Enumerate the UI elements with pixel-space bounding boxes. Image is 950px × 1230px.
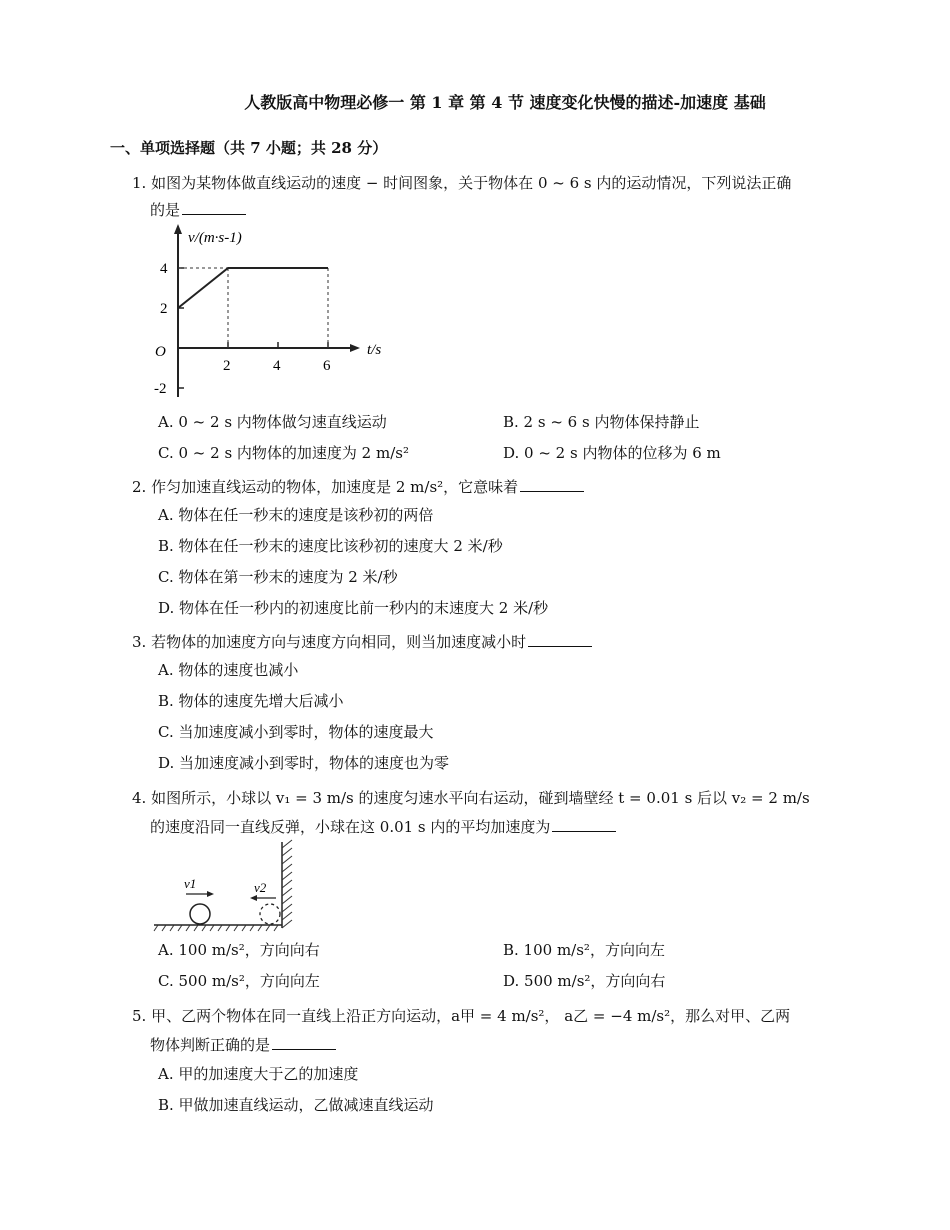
q4-stem-line2	[150, 816, 616, 837]
q2-stem-text: 2. 作匀加速直线运动的物体，加速度是 2 m/s²，它意味着	[132, 478, 519, 496]
q1-option-b[interactable]: B. 2 s ~ 6 s 内物体保持静止	[503, 413, 700, 431]
document-title: 人教版高中物理必修一 第 1 章 第 4 节 速度变化快慢的描述-加速度 基础	[244, 93, 766, 112]
q1-option-c[interactable]: C. 0 ~ 2 s 内物体的加速度为 2 m/s²	[158, 444, 409, 462]
answer-blank	[182, 200, 246, 215]
q1-stem-line2	[150, 199, 246, 220]
v2-label: v2	[254, 880, 267, 895]
v1-label: v1	[184, 876, 197, 891]
q5-stem-line1: 5. 甲、乙两个物体在同一直线上沿正方向运动，a甲 = 4 m/s²， a乙 = −4 m/s²，那么对甲、乙两	[132, 1007, 791, 1025]
q1-stem-line2-text: 的是	[150, 201, 181, 219]
q4-option-d[interactable]: D. 500 m/s²，方向向右	[503, 972, 666, 990]
q2-option-d[interactable]: D. 物体在任一秒内的初速度比前一秒内的末速度大 2 米/秒	[158, 599, 549, 617]
vt-graph-x-arrow	[350, 344, 360, 352]
vt-graph-x-label: t/s	[367, 342, 382, 358]
q2-option-b[interactable]: B. 物体在任一秒末的速度比该秒初的速度大 2 米/秒	[158, 537, 503, 555]
answer-blank	[552, 817, 616, 832]
q3-option-a[interactable]: A. 物体的速度也减小	[158, 661, 299, 679]
q4-stem-line1: 4. 如图所示，小球以 v₁ = 3 m/s 的速度匀速水平向右运动，碰到墙壁经 t = 0.01 s 后以 v₂ = 2 m/s	[132, 789, 810, 807]
q1-option-d[interactable]: D. 0 ~ 2 s 内物体的位移为 6 m	[503, 444, 721, 462]
q2-option-c[interactable]: C. 物体在第一秒末的速度为 2 米/秒	[158, 568, 398, 586]
ground-hatching	[154, 925, 278, 931]
q4-stem-line2-text: 的速度沿同一直线反弹，小球在这 0.01 s 内的平均加速度为	[150, 818, 551, 836]
q4-option-a[interactable]: A. 100 m/s²，方向向右	[158, 941, 320, 959]
q5-option-a[interactable]: A. 甲的加速度大于乙的加速度	[158, 1065, 359, 1083]
ball-wall-figure	[150, 838, 310, 938]
y-tick-label-2: 2	[160, 301, 168, 317]
ball-solid	[190, 904, 210, 924]
q3-stem	[132, 631, 592, 652]
ball-dashed	[260, 904, 280, 924]
y-tick-label-neg2: -2	[154, 381, 167, 397]
section-heading: 一、单项选择题（共 7 小题；共 28 分）	[110, 139, 388, 157]
x-tick-label-2: 2	[223, 358, 231, 374]
y-tick-label-4: 4	[160, 261, 168, 277]
v2-arrow-head	[250, 895, 257, 901]
q1-option-a[interactable]: A. 0 ~ 2 s 内物体做匀速直线运动	[158, 413, 387, 431]
answer-blank	[528, 632, 592, 647]
q3-option-c[interactable]: C. 当加速度减小到零时，物体的速度最大	[158, 723, 434, 741]
x-tick-label-4: 4	[273, 358, 281, 374]
answer-blank	[272, 1035, 336, 1050]
vt-graph-origin: O	[155, 344, 166, 360]
v1-arrow-head	[207, 891, 214, 897]
q5-option-b[interactable]: B. 甲做加速直线运动，乙做减速直线运动	[158, 1096, 434, 1114]
vt-graph-y-arrow	[174, 224, 182, 234]
q2-option-a[interactable]: A. 物体在任一秒末的速度是该秒初的两倍	[158, 506, 434, 524]
q2-stem	[132, 476, 584, 497]
q5-stem-line2-text: 物体判断正确的是	[150, 1036, 271, 1054]
q3-option-b[interactable]: B. 物体的速度先增大后减小	[158, 692, 344, 710]
q3-stem-text: 3. 若物体的加速度方向与速度方向相同，则当加速度减小时	[132, 633, 527, 651]
vt-graph	[150, 222, 400, 402]
q3-option-d[interactable]: D. 当加速度减小到零时，物体的速度也为零	[158, 754, 450, 772]
x-tick-label-6: 6	[323, 358, 331, 374]
answer-blank	[520, 477, 584, 492]
vt-graph-y-label: v/(m·s-1)	[188, 230, 242, 246]
q4-option-c[interactable]: C. 500 m/s²，方向向左	[158, 972, 320, 990]
q4-option-b[interactable]: B. 100 m/s²，方向向左	[503, 941, 665, 959]
vt-graph-velocity-line	[178, 268, 328, 308]
wall-hatching	[282, 840, 292, 928]
q5-stem-line2	[150, 1034, 336, 1055]
q1-stem-line1: 1. 如图为某物体做直线运动的速度 − 时间图象，关于物体在 0 ~ 6 s 内的运动情况，下列说法正确	[132, 174, 792, 192]
